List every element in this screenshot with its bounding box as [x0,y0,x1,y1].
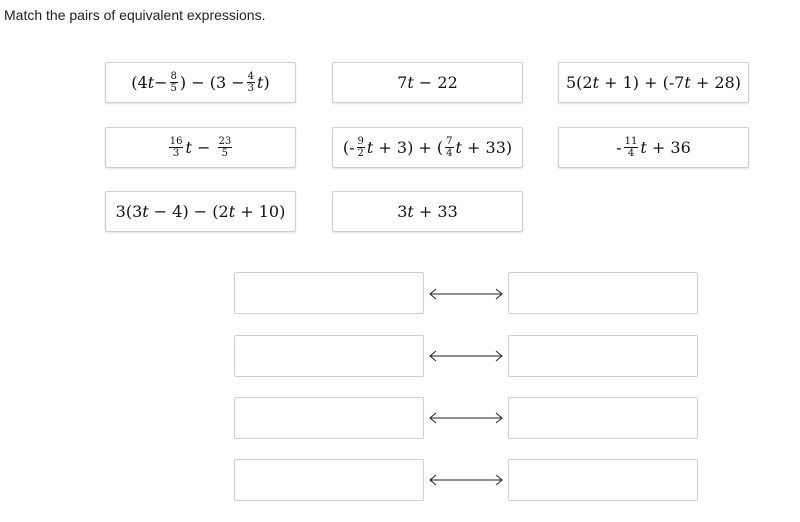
variable: t [684,73,691,92]
fraction-numerator: 9 [357,136,364,147]
fraction-denominator: 4 [446,148,453,159]
expression-tile-7[interactable] [105,191,296,232]
expression-tile-1[interactable] [105,62,296,103]
drop-zone-right-3[interactable] [508,397,698,439]
left-right-arrow-icon [428,473,504,487]
text: + 33) [461,138,513,157]
variable: t [592,73,599,92]
text: + 36 [646,138,691,157]
drop-zone-left-4[interactable] [234,459,424,501]
left-right-arrow-icon [428,349,504,363]
fraction [247,71,255,94]
variable: t [185,138,192,157]
drop-zone-right-2[interactable] [508,335,698,377]
text: + 10) [235,202,286,221]
expression-tile-3[interactable] [558,62,749,103]
variable: t [147,73,155,92]
fraction-numerator: 11 [624,136,638,147]
fraction-denominator: 3 [172,148,180,159]
text: - [616,138,622,157]
text: (- [342,138,355,157]
text: 3 [397,202,408,221]
drop-zone-right-4[interactable] [508,459,698,501]
expression-tile-4[interactable] [105,127,296,168]
expression-tile-8[interactable] [332,191,523,232]
fraction [445,136,453,159]
variable: t [366,138,374,157]
text: − [154,73,168,92]
text: ) − (3 − [179,73,245,92]
fraction-denominator: 2 [357,148,364,159]
text: 5(2 [565,73,593,92]
text: 3(3 [115,202,143,221]
text: − 4) − (2 [148,202,229,221]
variable: t [455,138,462,157]
fraction-denominator: 4 [627,148,635,159]
fraction-denominator: 5 [170,83,177,94]
left-right-arrow-icon [428,411,504,425]
text: + 1) + (-7 [599,73,685,92]
expression-tile-6[interactable] [558,127,749,168]
variable: t [142,202,149,221]
text: + 3) + ( [373,138,444,157]
drop-zone-left-2[interactable] [234,335,424,377]
drop-zone-left-1[interactable] [234,272,424,314]
fraction [624,136,639,159]
fraction [169,136,184,159]
drop-zone-right-1[interactable] [508,272,698,314]
drop-zone-left-3[interactable] [234,397,424,439]
variable: t [640,138,647,157]
fraction-numerator: 7 [446,136,453,147]
variable: t [257,73,264,92]
fraction [357,136,365,159]
variable: t [407,202,414,221]
fraction-denominator: 5 [221,148,229,159]
left-right-arrow-icon [428,287,504,301]
variable: t [407,73,414,92]
fraction-numerator: 4 [247,71,255,82]
expression-tile-2[interactable] [332,62,523,103]
expression-tile-5[interactable] [332,127,523,168]
text: 7 [397,73,408,92]
text: (4 [131,73,148,92]
fraction-numerator: 8 [170,71,177,82]
fraction-denominator: 3 [247,83,255,94]
text: − 22 [413,73,458,92]
fraction [170,71,178,94]
text: ) [263,73,270,92]
text: − [191,138,216,157]
text: + 33 [413,202,458,221]
variable: t [228,202,236,221]
instructions-text: Match the pairs of equivalent expressions. [4,7,266,23]
fraction [218,136,233,159]
fraction-numerator: 23 [218,136,232,147]
fraction-numerator: 16 [169,136,183,147]
text: + 28) [690,73,742,92]
